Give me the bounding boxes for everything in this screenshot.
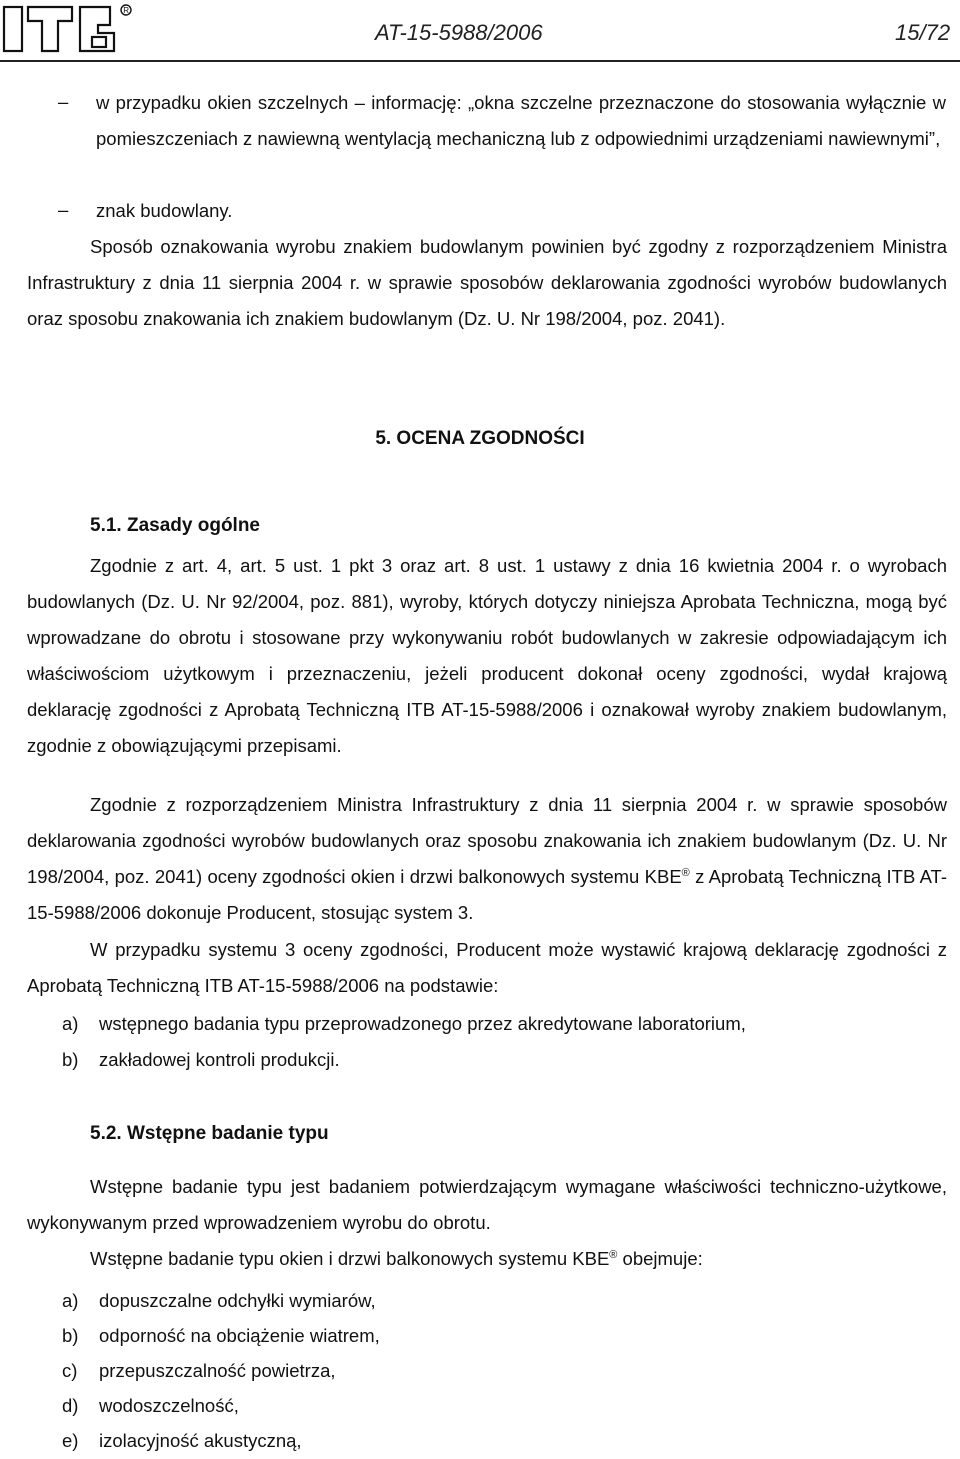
page-number: 15/72 [895,20,951,45]
paragraph-initial-test-scope: Wstępne badanie typu okien i drzwi balkonowych systemu KBE® obejmuje: [90,1248,703,1269]
header-divider [0,60,960,62]
document-number: AT-15-5988/2006 [375,20,543,45]
paragraph-marking: Sposób oznakowania wyrobu znakiem budowlanym powinien być zgodny z rozporządzeniem Ministra Infrastruktury z dnia 11 sierpnia 2004 r. w sprawie sposobów deklarowania zgodności wyrobów budowlanych oraz sposobu znakowania ich znakiem budowlanym (Dz. U. Nr 198/2004, poz. 2041). [27,236,947,329]
bullet-dash: – [58,199,69,220]
paragraph-general-rules: Zgodnie z art. 4, art. 5 ust. 1 pkt 3 oraz art. 8 ust. 1 ustawy z dnia 16 kwietnia 2004 r. o wyrobach budowlanych (Dz. U. Nr 92/2004, poz. 881), wyroby, których dotyczy niniejsza Aprobata Techniczna, mogą być wprowadzane do obrotu i stosowane przy wykonywaniu robót budowlanych w zakresie odpowiadającym ich właściwościom użytkowym i przeznaczeniu, jeżeli producent dokonał oceny zgodności, wydał krajową deklarację zgodności z Aprobatą Techniczną ITB AT-15-5988/2006 i oznakował wyroby znakiem budowlanym, zgodnie z obowiązującymi przepisami. [27,555,947,756]
page-header [0,0,960,66]
itb-logo-icon [2,3,142,55]
list-item: c) przepuszczalność powietrza, [62,1360,336,1381]
paragraph-initial-test-definition: Wstępne badanie typu jest badaniem potwierdzającym wymagane właściwości techniczno-użytkowe, wykonywanym przed wprowadzeniem wyrobu do obrotu. [27,1176,947,1233]
list-item: b) zakładowej kontroli produkcji. [62,1049,340,1070]
registered-mark: ® [609,1248,618,1261]
list-item: d) wodoszczelność, [62,1395,239,1416]
registered-mark: ® [681,866,690,879]
paragraph-system-3: W przypadku systemu 3 oceny zgodności, Producent może wystawić krajową deklarację zgodności z Aprobatą Techniczną ITB AT-15-5988/2006 na podstawie: [27,939,947,996]
list-item: e) izolacyjność akustyczną, [62,1430,302,1451]
bullet-window-info: w przypadku okien szczelnych – informację: „okna szczelne przeznaczone do stosowania wyłącznie w pomieszczeniach z nawiewną wentylacją mechaniczną lub z odpowiednimi urządzeniami nawiewnymi”, [96,92,946,149]
section-title-general-rules: 5.1. Zasady ogólne [90,515,260,536]
svg-text:R: R [123,6,130,15]
section-title-conformity: 5. OCENA ZGODNOŚCI [375,428,585,449]
list-item: a) dopuszczalne odchyłki wymiarów, [62,1290,376,1311]
bullet-construction-mark: znak budowlany. [96,200,233,221]
list-item: a) wstępnego badania typu przeprowadzonego przez akredytowane laboratorium, [62,1013,746,1034]
paragraph-regulation: Zgodnie z rozporządzeniem Ministra Infrastruktury z dnia 11 sierpnia 2004 r. w sprawie sposobów deklarowania zgodności wyrobów budowlanych oraz sposobu znakowania ich znakiem budowlanym (Dz. U. Nr 198/2004, poz. 2041) oceny zgodności okien i drzwi balkonowych systemu KBE® z Aprobatą Techniczną ITB AT-15-5988/2006 dokonuje Producent, stosując system 3. [27,794,947,923]
bullet-dash: – [58,91,69,112]
section-title-initial-type-testing: 5.2. Wstępne badanie typu [90,1123,329,1144]
list-item: b) odporność na obciążenie wiatrem, [62,1325,380,1346]
